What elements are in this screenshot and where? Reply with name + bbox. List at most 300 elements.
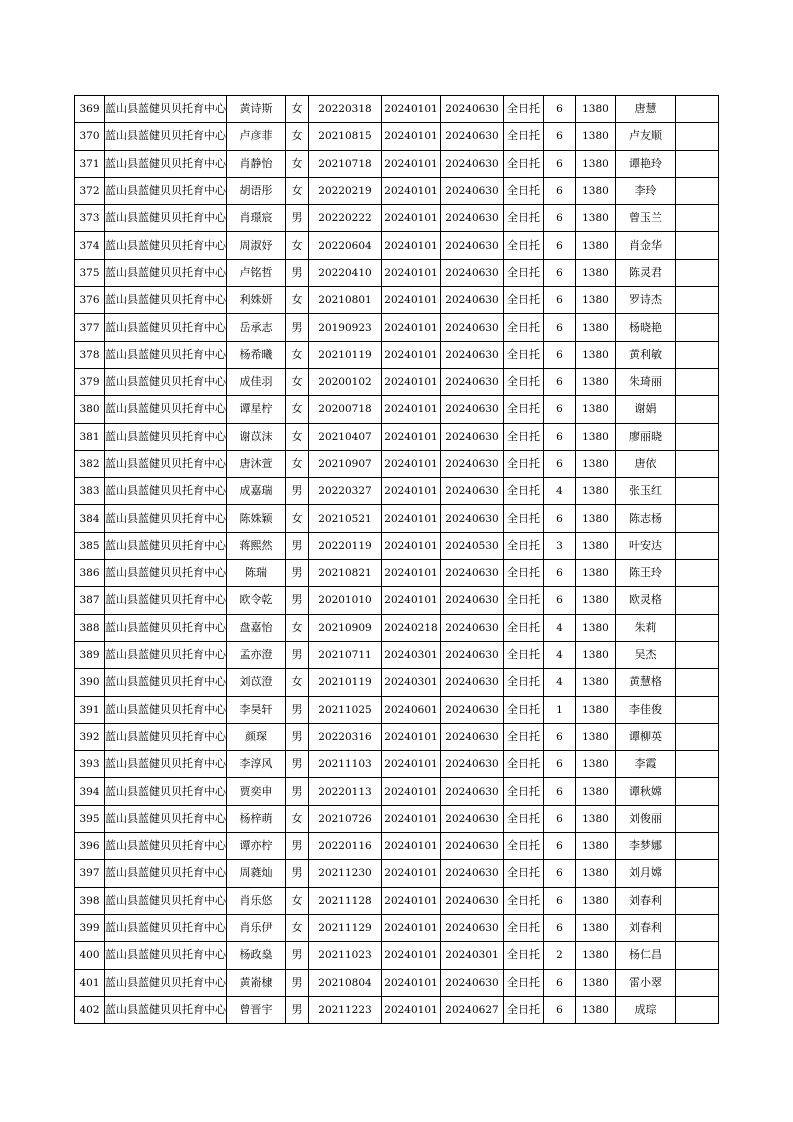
row-number-cell: 382 bbox=[75, 450, 105, 477]
start-date-cell: 20240101 bbox=[382, 314, 441, 341]
remarks-cell bbox=[676, 669, 719, 696]
gender-cell: 男 bbox=[286, 314, 309, 341]
guardian-name-cell: 叶安达 bbox=[616, 532, 676, 559]
child-name-cell: 肖乐伊 bbox=[227, 914, 286, 941]
end-date-cell: 20240630 bbox=[441, 669, 504, 696]
subsidy-amount-cell: 1380 bbox=[576, 478, 616, 505]
guardian-name-cell: 吴杰 bbox=[616, 641, 676, 668]
end-date-cell: 20240630 bbox=[441, 205, 504, 232]
care-type-cell: 全日托 bbox=[504, 587, 544, 614]
row-number-cell: 400 bbox=[75, 942, 105, 969]
end-date-cell: 20240630 bbox=[441, 751, 504, 778]
gender-cell: 男 bbox=[286, 560, 309, 587]
end-date-cell: 20240630 bbox=[441, 969, 504, 996]
birth-date-cell: 20211128 bbox=[309, 887, 382, 914]
table-row bbox=[75, 177, 719, 204]
row-number-cell: 386 bbox=[75, 560, 105, 587]
care-type-cell: 全日托 bbox=[504, 314, 544, 341]
child-name-cell: 颜琛 bbox=[227, 723, 286, 750]
start-date-cell: 20240101 bbox=[382, 887, 441, 914]
row-number-cell: 387 bbox=[75, 587, 105, 614]
table-row bbox=[75, 205, 719, 232]
subsidy-amount-cell: 1380 bbox=[576, 996, 616, 1023]
institution-name-cell: 蓝山县蓝健贝贝托育中心 bbox=[105, 96, 227, 123]
remarks-cell bbox=[676, 914, 719, 941]
child-name-cell: 陈瑞 bbox=[227, 560, 286, 587]
gender-cell: 女 bbox=[286, 396, 309, 423]
start-date-cell: 20240101 bbox=[382, 751, 441, 778]
guardian-name-cell: 曾玉兰 bbox=[616, 205, 676, 232]
row-number-cell: 370 bbox=[75, 123, 105, 150]
table-row bbox=[75, 423, 719, 450]
institution-name-cell: 蓝山县蓝健贝贝托育中心 bbox=[105, 805, 227, 832]
months-cell: 6 bbox=[544, 996, 576, 1023]
birth-date-cell: 20220604 bbox=[309, 232, 382, 259]
months-cell: 6 bbox=[544, 450, 576, 477]
row-number-cell: 391 bbox=[75, 696, 105, 723]
care-type-cell: 全日托 bbox=[504, 505, 544, 532]
gender-cell: 女 bbox=[286, 232, 309, 259]
care-type-cell: 全日托 bbox=[504, 942, 544, 969]
birth-date-cell: 20211223 bbox=[309, 996, 382, 1023]
child-name-cell: 杨政燊 bbox=[227, 942, 286, 969]
remarks-cell bbox=[676, 232, 719, 259]
months-cell: 3 bbox=[544, 532, 576, 559]
start-date-cell: 20240101 bbox=[382, 969, 441, 996]
child-name-cell: 肖静怡 bbox=[227, 150, 286, 177]
end-date-cell: 20240630 bbox=[441, 396, 504, 423]
guardian-name-cell: 唐依 bbox=[616, 450, 676, 477]
institution-name-cell: 蓝山县蓝健贝贝托育中心 bbox=[105, 205, 227, 232]
birth-date-cell: 20210407 bbox=[309, 423, 382, 450]
months-cell: 6 bbox=[544, 177, 576, 204]
remarks-cell bbox=[676, 969, 719, 996]
row-number-cell: 401 bbox=[75, 969, 105, 996]
child-name-cell: 盘嘉怡 bbox=[227, 614, 286, 641]
table-row bbox=[75, 96, 719, 123]
start-date-cell: 20240101 bbox=[382, 341, 441, 368]
subsidy-amount-cell: 1380 bbox=[576, 177, 616, 204]
child-name-cell: 卢铭哲 bbox=[227, 259, 286, 286]
child-name-cell: 李昊轩 bbox=[227, 696, 286, 723]
table-row bbox=[75, 696, 719, 723]
end-date-cell: 20240630 bbox=[441, 368, 504, 395]
child-name-cell: 成佳羽 bbox=[227, 368, 286, 395]
end-date-cell: 20240630 bbox=[441, 232, 504, 259]
subsidy-amount-cell: 1380 bbox=[576, 969, 616, 996]
guardian-name-cell: 廖丽晓 bbox=[616, 423, 676, 450]
guardian-name-cell: 刘俊丽 bbox=[616, 805, 676, 832]
guardian-name-cell: 李梦娜 bbox=[616, 833, 676, 860]
remarks-cell bbox=[676, 150, 719, 177]
end-date-cell: 20240630 bbox=[441, 177, 504, 204]
remarks-cell bbox=[676, 368, 719, 395]
gender-cell: 男 bbox=[286, 205, 309, 232]
institution-name-cell: 蓝山县蓝健贝贝托育中心 bbox=[105, 150, 227, 177]
birth-date-cell: 20210815 bbox=[309, 123, 382, 150]
remarks-cell bbox=[676, 887, 719, 914]
subsidy-amount-cell: 1380 bbox=[576, 560, 616, 587]
guardian-name-cell: 唐慧 bbox=[616, 96, 676, 123]
birth-date-cell: 20220318 bbox=[309, 96, 382, 123]
gender-cell: 女 bbox=[286, 450, 309, 477]
institution-name-cell: 蓝山县蓝健贝贝托育中心 bbox=[105, 177, 227, 204]
birth-date-cell: 20211129 bbox=[309, 914, 382, 941]
guardian-name-cell: 杨仁昌 bbox=[616, 942, 676, 969]
months-cell: 6 bbox=[544, 314, 576, 341]
child-name-cell: 周淑妤 bbox=[227, 232, 286, 259]
care-type-cell: 全日托 bbox=[504, 259, 544, 286]
gender-cell: 女 bbox=[286, 123, 309, 150]
birth-date-cell: 20211023 bbox=[309, 942, 382, 969]
table-row bbox=[75, 123, 719, 150]
months-cell: 6 bbox=[544, 860, 576, 887]
row-number-cell: 376 bbox=[75, 287, 105, 314]
row-number-cell: 379 bbox=[75, 368, 105, 395]
subsidy-amount-cell: 1380 bbox=[576, 669, 616, 696]
subsidy-amount-cell: 1380 bbox=[576, 751, 616, 778]
end-date-cell: 20240630 bbox=[441, 805, 504, 832]
gender-cell: 女 bbox=[286, 887, 309, 914]
birth-date-cell: 20210711 bbox=[309, 641, 382, 668]
institution-name-cell: 蓝山县蓝健贝贝托育中心 bbox=[105, 696, 227, 723]
start-date-cell: 20240101 bbox=[382, 423, 441, 450]
row-number-cell: 396 bbox=[75, 833, 105, 860]
subsidy-amount-cell: 1380 bbox=[576, 450, 616, 477]
table-row bbox=[75, 723, 719, 750]
remarks-cell bbox=[676, 505, 719, 532]
end-date-cell: 20240630 bbox=[441, 505, 504, 532]
child-name-cell: 肖乐悠 bbox=[227, 887, 286, 914]
guardian-name-cell: 李玲 bbox=[616, 177, 676, 204]
subsidy-roster-table bbox=[74, 95, 719, 1024]
subsidy-amount-cell: 1380 bbox=[576, 887, 616, 914]
end-date-cell: 20240630 bbox=[441, 614, 504, 641]
end-date-cell: 20240630 bbox=[441, 914, 504, 941]
table-row bbox=[75, 751, 719, 778]
institution-name-cell: 蓝山县蓝健贝贝托育中心 bbox=[105, 450, 227, 477]
table-row bbox=[75, 368, 719, 395]
birth-date-cell: 20220119 bbox=[309, 532, 382, 559]
child-name-cell: 曾晋宇 bbox=[227, 996, 286, 1023]
row-number-cell: 399 bbox=[75, 914, 105, 941]
table-row bbox=[75, 860, 719, 887]
start-date-cell: 20240101 bbox=[382, 560, 441, 587]
months-cell: 6 bbox=[544, 396, 576, 423]
guardian-name-cell: 雷小翠 bbox=[616, 969, 676, 996]
birth-date-cell: 20220327 bbox=[309, 478, 382, 505]
row-number-cell: 398 bbox=[75, 887, 105, 914]
gender-cell: 男 bbox=[286, 532, 309, 559]
months-cell: 6 bbox=[544, 232, 576, 259]
gender-cell: 女 bbox=[286, 505, 309, 532]
subsidy-amount-cell: 1380 bbox=[576, 641, 616, 668]
child-name-cell: 胡语彤 bbox=[227, 177, 286, 204]
remarks-cell bbox=[676, 177, 719, 204]
subsidy-amount-cell: 1380 bbox=[576, 860, 616, 887]
gender-cell: 男 bbox=[286, 696, 309, 723]
remarks-cell bbox=[676, 587, 719, 614]
child-name-cell: 肖璟宸 bbox=[227, 205, 286, 232]
child-name-cell: 谢苡沫 bbox=[227, 423, 286, 450]
subsidy-amount-cell: 1380 bbox=[576, 423, 616, 450]
gender-cell: 男 bbox=[286, 641, 309, 668]
institution-name-cell: 蓝山县蓝健贝贝托育中心 bbox=[105, 833, 227, 860]
guardian-name-cell: 黄利敏 bbox=[616, 341, 676, 368]
months-cell: 6 bbox=[544, 969, 576, 996]
child-name-cell: 成嘉瑞 bbox=[227, 478, 286, 505]
care-type-cell: 全日托 bbox=[504, 287, 544, 314]
months-cell: 6 bbox=[544, 805, 576, 832]
months-cell: 6 bbox=[544, 560, 576, 587]
gender-cell: 男 bbox=[286, 751, 309, 778]
months-cell: 6 bbox=[544, 751, 576, 778]
remarks-cell bbox=[676, 478, 719, 505]
row-number-cell: 395 bbox=[75, 805, 105, 832]
end-date-cell: 20240630 bbox=[441, 287, 504, 314]
remarks-cell bbox=[676, 123, 719, 150]
guardian-name-cell: 罗诗杰 bbox=[616, 287, 676, 314]
months-cell: 6 bbox=[544, 505, 576, 532]
start-date-cell: 20240101 bbox=[382, 505, 441, 532]
birth-date-cell: 20220116 bbox=[309, 833, 382, 860]
start-date-cell: 20240101 bbox=[382, 123, 441, 150]
birth-date-cell: 20210804 bbox=[309, 969, 382, 996]
institution-name-cell: 蓝山县蓝健贝贝托育中心 bbox=[105, 587, 227, 614]
institution-name-cell: 蓝山县蓝健贝贝托育中心 bbox=[105, 942, 227, 969]
subsidy-amount-cell: 1380 bbox=[576, 805, 616, 832]
care-type-cell: 全日托 bbox=[504, 751, 544, 778]
institution-name-cell: 蓝山县蓝健贝贝托育中心 bbox=[105, 969, 227, 996]
end-date-cell: 20240630 bbox=[441, 560, 504, 587]
roster-body bbox=[75, 96, 719, 1024]
end-date-cell: 20240630 bbox=[441, 96, 504, 123]
remarks-cell bbox=[676, 96, 719, 123]
care-type-cell: 全日托 bbox=[504, 341, 544, 368]
care-type-cell: 全日托 bbox=[504, 560, 544, 587]
row-number-cell: 390 bbox=[75, 669, 105, 696]
care-type-cell: 全日托 bbox=[504, 833, 544, 860]
table-row bbox=[75, 969, 719, 996]
institution-name-cell: 蓝山县蓝健贝贝托育中心 bbox=[105, 314, 227, 341]
guardian-name-cell: 李佳俊 bbox=[616, 696, 676, 723]
start-date-cell: 20240101 bbox=[382, 396, 441, 423]
care-type-cell: 全日托 bbox=[504, 969, 544, 996]
gender-cell: 女 bbox=[286, 914, 309, 941]
end-date-cell: 20240627 bbox=[441, 996, 504, 1023]
birth-date-cell: 20220410 bbox=[309, 259, 382, 286]
end-date-cell: 20240630 bbox=[441, 150, 504, 177]
gender-cell: 女 bbox=[286, 423, 309, 450]
remarks-cell bbox=[676, 942, 719, 969]
remarks-cell bbox=[676, 341, 719, 368]
start-date-cell: 20240101 bbox=[382, 532, 441, 559]
child-name-cell: 谭亦柠 bbox=[227, 833, 286, 860]
institution-name-cell: 蓝山县蓝健贝贝托育中心 bbox=[105, 123, 227, 150]
remarks-cell bbox=[676, 396, 719, 423]
table-row bbox=[75, 450, 719, 477]
gender-cell: 男 bbox=[286, 723, 309, 750]
care-type-cell: 全日托 bbox=[504, 805, 544, 832]
subsidy-amount-cell: 1380 bbox=[576, 341, 616, 368]
row-number-cell: 393 bbox=[75, 751, 105, 778]
child-name-cell: 杨希曦 bbox=[227, 341, 286, 368]
guardian-name-cell: 谢娟 bbox=[616, 396, 676, 423]
gender-cell: 男 bbox=[286, 942, 309, 969]
guardian-name-cell: 刘春利 bbox=[616, 887, 676, 914]
child-name-cell: 谭星柠 bbox=[227, 396, 286, 423]
child-name-cell: 卢彦菲 bbox=[227, 123, 286, 150]
birth-date-cell: 20190923 bbox=[309, 314, 382, 341]
table-row bbox=[75, 778, 719, 805]
institution-name-cell: 蓝山县蓝健贝贝托育中心 bbox=[105, 751, 227, 778]
institution-name-cell: 蓝山县蓝健贝贝托育中心 bbox=[105, 396, 227, 423]
end-date-cell: 20240630 bbox=[441, 860, 504, 887]
care-type-cell: 全日托 bbox=[504, 996, 544, 1023]
child-name-cell: 李淳风 bbox=[227, 751, 286, 778]
care-type-cell: 全日托 bbox=[504, 669, 544, 696]
table-row bbox=[75, 669, 719, 696]
care-type-cell: 全日托 bbox=[504, 860, 544, 887]
row-number-cell: 372 bbox=[75, 177, 105, 204]
end-date-cell: 20240630 bbox=[441, 696, 504, 723]
start-date-cell: 20240101 bbox=[382, 450, 441, 477]
child-name-cell: 黄诗斯 bbox=[227, 96, 286, 123]
remarks-cell bbox=[676, 996, 719, 1023]
institution-name-cell: 蓝山县蓝健贝贝托育中心 bbox=[105, 614, 227, 641]
guardian-name-cell: 肖金华 bbox=[616, 232, 676, 259]
care-type-cell: 全日托 bbox=[504, 914, 544, 941]
row-number-cell: 377 bbox=[75, 314, 105, 341]
start-date-cell: 20240101 bbox=[382, 942, 441, 969]
remarks-cell bbox=[676, 614, 719, 641]
birth-date-cell: 20211025 bbox=[309, 696, 382, 723]
gender-cell: 男 bbox=[286, 996, 309, 1023]
child-name-cell: 杨梓萌 bbox=[227, 805, 286, 832]
birth-date-cell: 20220222 bbox=[309, 205, 382, 232]
start-date-cell: 20240101 bbox=[382, 177, 441, 204]
start-date-cell: 20240101 bbox=[382, 914, 441, 941]
table-row bbox=[75, 150, 719, 177]
remarks-cell bbox=[676, 450, 719, 477]
row-number-cell: 369 bbox=[75, 96, 105, 123]
gender-cell: 男 bbox=[286, 587, 309, 614]
table-row bbox=[75, 614, 719, 641]
subsidy-amount-cell: 1380 bbox=[576, 259, 616, 286]
guardian-name-cell: 李霞 bbox=[616, 751, 676, 778]
guardian-name-cell: 朱琦丽 bbox=[616, 368, 676, 395]
care-type-cell: 全日托 bbox=[504, 423, 544, 450]
end-date-cell: 20240630 bbox=[441, 259, 504, 286]
birth-date-cell: 20210907 bbox=[309, 450, 382, 477]
end-date-cell: 20240630 bbox=[441, 887, 504, 914]
row-number-cell: 402 bbox=[75, 996, 105, 1023]
child-name-cell: 利姝妍 bbox=[227, 287, 286, 314]
guardian-name-cell: 黄慧格 bbox=[616, 669, 676, 696]
child-name-cell: 蒋熙然 bbox=[227, 532, 286, 559]
months-cell: 2 bbox=[544, 942, 576, 969]
table-row bbox=[75, 641, 719, 668]
gender-cell: 女 bbox=[286, 669, 309, 696]
care-type-cell: 全日托 bbox=[504, 696, 544, 723]
start-date-cell: 20240101 bbox=[382, 996, 441, 1023]
remarks-cell bbox=[676, 205, 719, 232]
subsidy-amount-cell: 1380 bbox=[576, 205, 616, 232]
remarks-cell bbox=[676, 641, 719, 668]
end-date-cell: 20240530 bbox=[441, 532, 504, 559]
start-date-cell: 20240101 bbox=[382, 587, 441, 614]
months-cell: 6 bbox=[544, 150, 576, 177]
institution-name-cell: 蓝山县蓝健贝贝托育中心 bbox=[105, 914, 227, 941]
care-type-cell: 全日托 bbox=[504, 368, 544, 395]
institution-name-cell: 蓝山县蓝健贝贝托育中心 bbox=[105, 778, 227, 805]
child-name-cell: 陈姝颖 bbox=[227, 505, 286, 532]
end-date-cell: 20240630 bbox=[441, 478, 504, 505]
institution-name-cell: 蓝山县蓝健贝贝托育中心 bbox=[105, 232, 227, 259]
remarks-cell bbox=[676, 259, 719, 286]
birth-date-cell: 20220219 bbox=[309, 177, 382, 204]
remarks-cell bbox=[676, 560, 719, 587]
birth-date-cell: 20200718 bbox=[309, 396, 382, 423]
gender-cell: 男 bbox=[286, 860, 309, 887]
months-cell: 6 bbox=[544, 287, 576, 314]
table-row bbox=[75, 232, 719, 259]
care-type-cell: 全日托 bbox=[504, 123, 544, 150]
end-date-cell: 20240630 bbox=[441, 778, 504, 805]
table-row bbox=[75, 341, 719, 368]
subsidy-amount-cell: 1380 bbox=[576, 96, 616, 123]
months-cell: 4 bbox=[544, 641, 576, 668]
child-name-cell: 贾奕申 bbox=[227, 778, 286, 805]
institution-name-cell: 蓝山县蓝健贝贝托育中心 bbox=[105, 368, 227, 395]
gender-cell: 女 bbox=[286, 287, 309, 314]
remarks-cell bbox=[676, 778, 719, 805]
guardian-name-cell: 朱莉 bbox=[616, 614, 676, 641]
birth-date-cell: 20210718 bbox=[309, 150, 382, 177]
subsidy-amount-cell: 1380 bbox=[576, 723, 616, 750]
institution-name-cell: 蓝山县蓝健贝贝托育中心 bbox=[105, 423, 227, 450]
birth-date-cell: 20211230 bbox=[309, 860, 382, 887]
care-type-cell: 全日托 bbox=[504, 614, 544, 641]
child-name-cell: 黄嵛棣 bbox=[227, 969, 286, 996]
birth-date-cell: 20201010 bbox=[309, 587, 382, 614]
end-date-cell: 20240630 bbox=[441, 723, 504, 750]
start-date-cell: 20240101 bbox=[382, 259, 441, 286]
remarks-cell bbox=[676, 423, 719, 450]
birth-date-cell: 20210909 bbox=[309, 614, 382, 641]
subsidy-amount-cell: 1380 bbox=[576, 123, 616, 150]
end-date-cell: 20240301 bbox=[441, 942, 504, 969]
birth-date-cell: 20200102 bbox=[309, 368, 382, 395]
care-type-cell: 全日托 bbox=[504, 532, 544, 559]
gender-cell: 男 bbox=[286, 833, 309, 860]
months-cell: 6 bbox=[544, 423, 576, 450]
months-cell: 6 bbox=[544, 205, 576, 232]
guardian-name-cell: 陈志杨 bbox=[616, 505, 676, 532]
birth-date-cell: 20210821 bbox=[309, 560, 382, 587]
gender-cell: 女 bbox=[286, 368, 309, 395]
care-type-cell: 全日托 bbox=[504, 232, 544, 259]
remarks-cell bbox=[676, 696, 719, 723]
months-cell: 4 bbox=[544, 478, 576, 505]
institution-name-cell: 蓝山县蓝健贝贝托育中心 bbox=[105, 505, 227, 532]
row-number-cell: 392 bbox=[75, 723, 105, 750]
end-date-cell: 20240630 bbox=[441, 314, 504, 341]
months-cell: 6 bbox=[544, 914, 576, 941]
start-date-cell: 20240101 bbox=[382, 205, 441, 232]
remarks-cell bbox=[676, 833, 719, 860]
months-cell: 6 bbox=[544, 368, 576, 395]
